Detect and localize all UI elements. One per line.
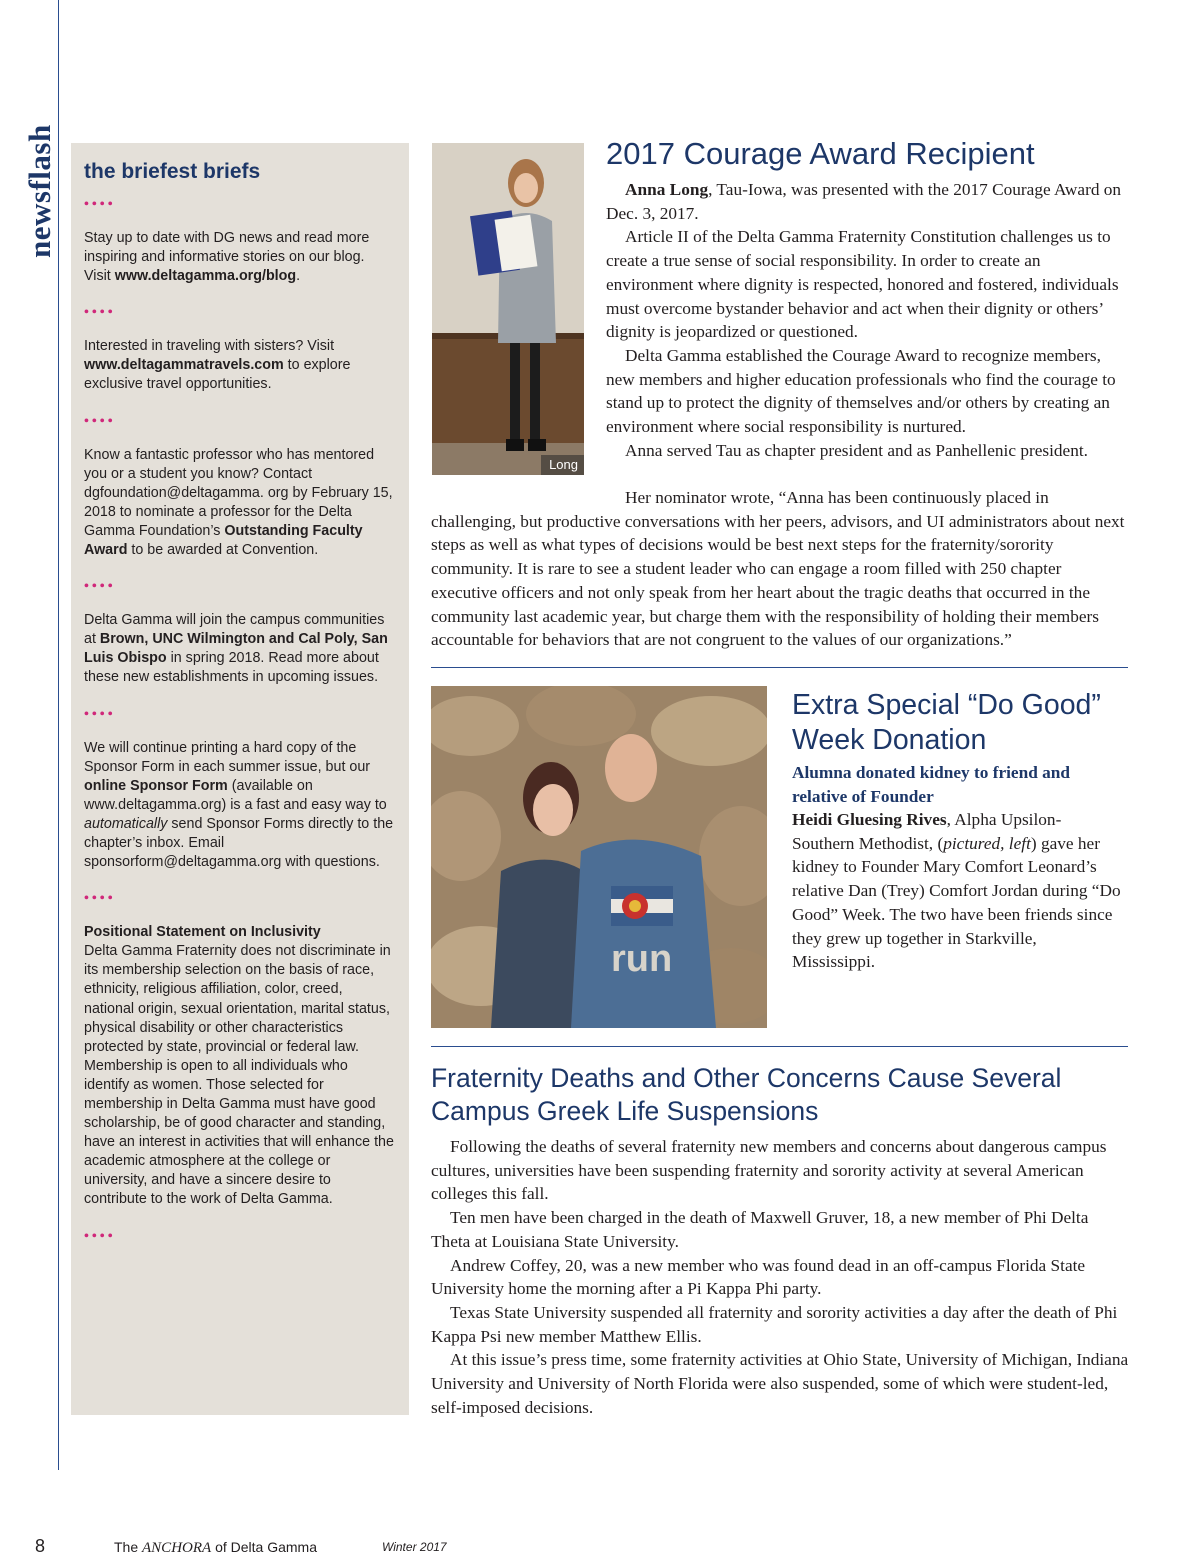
paragraph: Delta Gamma established the Courage Award to recognize members, new members and higher education professionals who find the courage to stand up to protect the dignity of themselves and/or others by creating an environment where social responsibility is nurtured. bbox=[606, 345, 1116, 437]
do-good-subtitle: Alumna donated kidney to friend and relative of Founder bbox=[792, 763, 1071, 806]
recipient-name: Anna Long bbox=[625, 180, 709, 199]
courage-award-body bbox=[606, 178, 1128, 462]
paragraph: Heidi Gluesing Rives, Alpha Upsilon-Southern Methodist, (pictured, left) gave her kidney to Founder Mary Comfort Leonard’s relative Dan (Trey) Comfort Jordan during “Do Good” Week. The two have been friends since they grew up together in Starkville, Mississippi. bbox=[792, 810, 1121, 972]
anna-long-photo bbox=[432, 143, 584, 475]
paragraph: At this issue’s press time, some fraternity activities at Ohio State, University of Michigan, Indiana University and University of North Florida were also suspended, some of which were student-led, self-imposed decisions. bbox=[431, 1350, 1129, 1417]
brief-sponsor-form: We will continue printing a hard copy of the Sponsor Form in each summer issue, but our online Sponsor Form (available on www.deltagamma.org) is a fast and easy way to automatically send Sponsor Forms directly to the chapter’s inbox. Email sponsorform@deltagamma.org with questions. bbox=[84, 739, 394, 871]
dot-divider: •••• bbox=[84, 706, 116, 722]
do-good-title: Extra Special “Do Good” Week Donation bbox=[792, 689, 1101, 756]
sidebar-title: the briefest briefs bbox=[84, 160, 261, 183]
rives-jordan-photo bbox=[431, 686, 767, 1028]
nominator-quote bbox=[431, 486, 1129, 652]
paragraph: Her nominator wrote, “Anna has been continuously placed in challenging, but productive conversations with her peers, advisors, and UI administrators about next steps as well as what types of decisions would be best next steps for the fraternity/sorority community. It is rare to see a student leader who can engage a room filled with 250 chapter executive officers and not only speak from her heart about the tragic deaths that occurred in the community last academic year, but charge them with the responsibility of holding their members accountable for behaviors that are not congruent to the values of our organizations.” bbox=[431, 488, 1125, 650]
brief-blog: Stay up to date with DG news and read more inspiring and informative stories on our blog. Visit www.deltagamma.org/blog. bbox=[84, 230, 370, 285]
inclusivity-heading: Positional Statement on Inclusivity bbox=[84, 924, 321, 941]
do-good-body bbox=[792, 808, 1122, 974]
brief-new-campuses: Delta Gamma will join the campus communities at Brown, UNC Wilmington and Cal Poly, San Luis Obispo in spring 2018. Read more about these new establishments in upcoming issues. bbox=[84, 612, 388, 686]
dot-divider: •••• bbox=[84, 305, 116, 321]
publication-name: The ANCHORA of Delta Gamma bbox=[114, 1539, 318, 1556]
paragraph: Andrew Coffey, 20, was a new member who was found dead in an off-campus Florida State University home the morning after a Pi Kappa Phi party. bbox=[431, 1255, 1086, 1299]
dot-divider: •••• bbox=[84, 197, 116, 212]
anna-long-illustration bbox=[432, 143, 584, 475]
paragraph: Ten men have been charged in the death of Maxwell Gruver, 18, a new member of Phi Delta Theta at Louisiana State University. bbox=[431, 1208, 1089, 1251]
donor-name: Heidi Gluesing Rives bbox=[792, 810, 947, 829]
section-divider bbox=[431, 667, 1128, 668]
shirt-text: run bbox=[611, 938, 673, 980]
suspensions-body bbox=[431, 1135, 1129, 1419]
brief-faculty-award: Know a fantastic professor who has mentored you or a student you know? Contact dgfoundation@deltagamma. org by February 15, 2018 to nominate a professor for the Delta Gamma Foundation’s Outstanding Faculty Award to be awarded at Convention. bbox=[84, 446, 393, 559]
margin-rule bbox=[58, 0, 59, 1470]
page-footer bbox=[0, 1536, 1200, 1556]
travel-link[interactable]: www.deltagammatravels.com bbox=[84, 357, 284, 374]
brief-travel: Interested in traveling with sisters? Visit www.deltagammatravels.com to explore exclusive travel opportunities. bbox=[84, 338, 351, 393]
issue-date: Winter 2017 bbox=[382, 1540, 447, 1554]
suspensions-title: Fraternity Deaths and Other Concerns Cause Several Campus Greek Life Suspensions bbox=[431, 1063, 1062, 1126]
blog-link[interactable]: www.deltagamma.org/blog bbox=[114, 268, 297, 285]
paragraph: Anna served Tau as chapter president and as Panhellenic president. bbox=[625, 440, 1088, 460]
page-number: 8 bbox=[35, 1536, 46, 1556]
paragraph: Texas State University suspended all fraternity and sorority activities a day after the death of Phi Kappa Psi new member Matthew Ellis. bbox=[431, 1302, 1118, 1346]
dot-divider: •••• bbox=[84, 413, 116, 429]
section-divider bbox=[431, 1046, 1128, 1047]
briefs-sidebar bbox=[71, 143, 409, 1415]
photo-caption: Long bbox=[541, 455, 584, 475]
dot-divider: •••• bbox=[84, 1228, 116, 1244]
paragraph: Anna Long, Tau-Iowa, was presented with the 2017 Courage Award on Dec. 3, 2017. bbox=[606, 180, 1122, 223]
paragraph: Following the deaths of several fraternity new members and concerns about dangerous campus cultures, universities have been suspending fraternity and sorority activity at several American colleges this fall. bbox=[431, 1137, 1107, 1204]
section-label: newsflash bbox=[22, 124, 57, 258]
paragraph: Article II of the Delta Gamma Fraternity Constitution challenges us to create a true sense of social responsibility. In order to create an environment where dignity is respected, honored and fostered, individuals must overcome bystander behavior and act when their dignity or others’ dignity is jeopardized or questioned. bbox=[606, 227, 1119, 342]
stone-wall-couple-illustration bbox=[431, 686, 767, 1028]
dot-divider: •••• bbox=[84, 891, 116, 907]
courage-award-title: 2017 Courage Award Recipient bbox=[606, 136, 1035, 171]
inclusivity-statement: Positional Statement on Inclusivity Delta Gamma Fraternity does not discriminate in its membership selection on the basis of race, ethnicity, religious affiliation, color, creed, national origin, sexual orientation, marital status, physical disability or other characteristics protected by state, provincial or federal law. Membership is open to all individuals who identify as women. Those selected for membership in Delta Gamma must have good scholarship, be of good character and standing, have an interest in activities that will enhance the academic atmosphere at the college or university, and have a sincere desire to contribute to the work of Delta Gamma. bbox=[84, 924, 394, 1208]
dot-divider: •••• bbox=[84, 579, 116, 595]
